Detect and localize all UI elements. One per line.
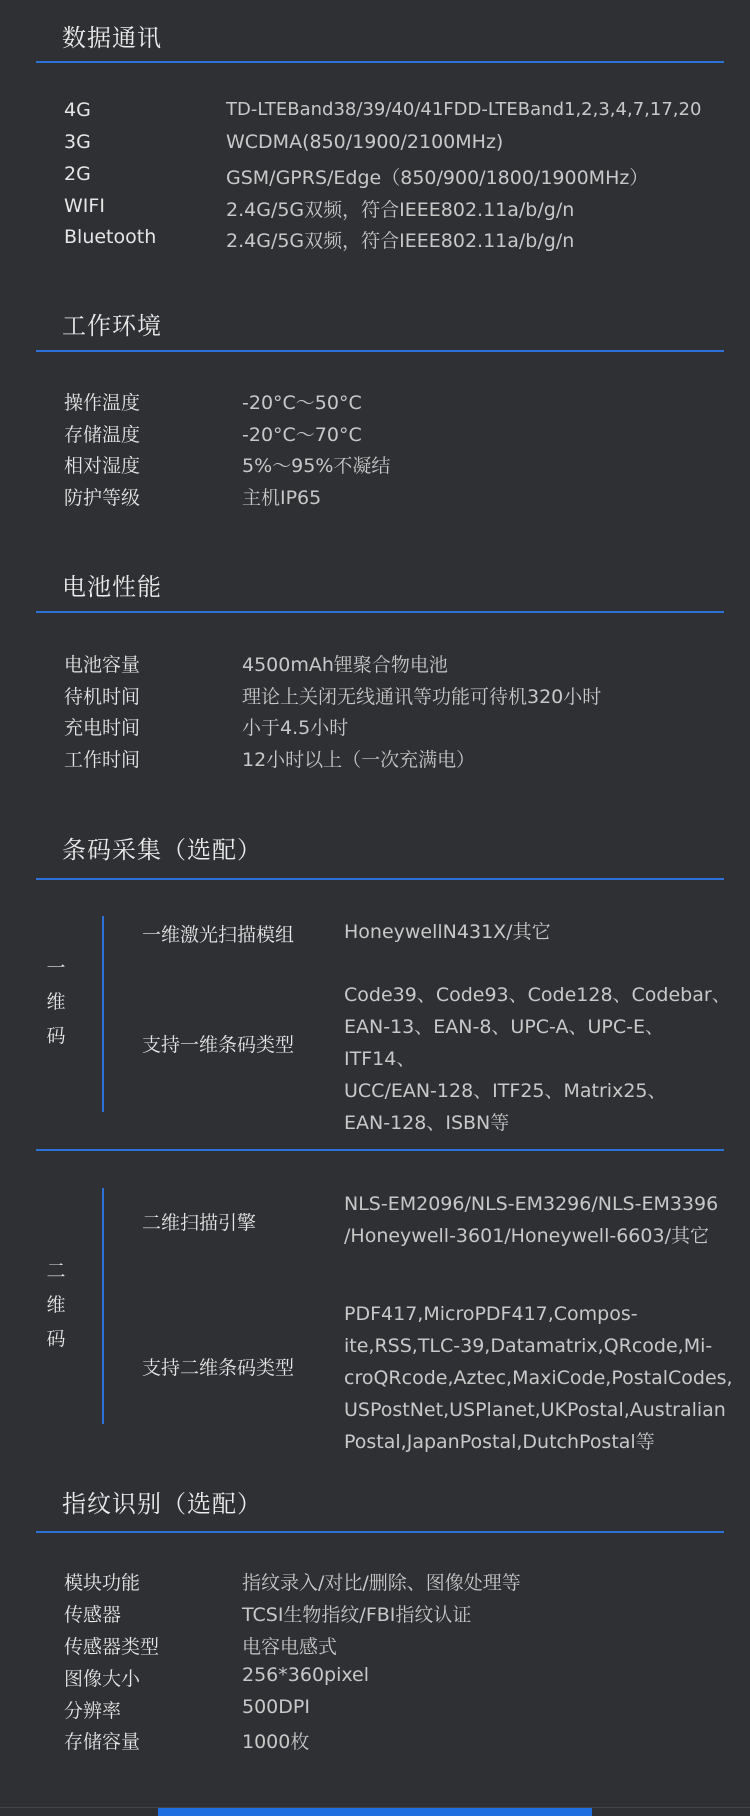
two-d-label: [44, 1254, 68, 1356]
spec-row: [0, 226, 750, 258]
spec-row: [0, 1568, 750, 1600]
spec-row: [0, 745, 750, 777]
section-title-barcode: 条码采集（选配）: [62, 836, 262, 864]
spec-key: 4G: [64, 99, 91, 121]
spec-key: 工作时间: [64, 749, 141, 771]
two-d-engine-line: /Honeywell-3601/Honeywell-6603/其它: [344, 1225, 709, 1247]
section-divider: [36, 61, 724, 63]
spec-value: 电容电感式: [242, 1636, 338, 1658]
one-d-types-line: Code39、Code93、Code128、Codebar、: [344, 984, 731, 1006]
section-divider: [36, 1531, 724, 1533]
spec-value: 2.4G/5G双频，符合IEEE802.11a/b/g/n: [226, 230, 575, 252]
spec-row: [0, 483, 750, 515]
spec-value: TCSI生物指纹/FBI指纹认证: [242, 1604, 472, 1626]
one-d-label-char: 一: [46, 957, 66, 979]
spec-row: [0, 195, 750, 227]
section-title-battery: 电池性能: [62, 573, 162, 601]
spec-row: [0, 451, 750, 483]
two-d-types-line: PDF417,MicroPDF417,Compos-: [344, 1303, 638, 1325]
spec-key: 相对湿度: [64, 455, 141, 477]
block-accent-bar: [102, 1188, 104, 1424]
spec-row: [0, 1600, 750, 1632]
spec-value: -20°C～70°C: [242, 424, 362, 446]
spec-row: [0, 1727, 750, 1759]
section-divider: [36, 611, 724, 613]
two-d-engine-line: NLS-EM2096/NLS-EM3296/NLS-EM3396: [344, 1193, 719, 1215]
block-accent-bar: [102, 916, 104, 1112]
spec-key: 充电时间: [64, 717, 141, 739]
spec-key: 模块功能: [64, 1572, 141, 1594]
section-divider: [36, 350, 724, 352]
spec-value: TD-LTEBand38/39/40/41FDD-LTEBand1,2,3,4,7,17,20: [226, 99, 702, 120]
one-d-types-value: [344, 979, 732, 1139]
two-d-label-char: 二: [46, 1260, 66, 1282]
spec-key: 电池容量: [64, 654, 141, 676]
one-d-types-line: UCC/EAN-128、ITF25、Matrix25、: [344, 1080, 667, 1102]
spec-value: WCDMA(850/1900/2100MHz): [226, 131, 504, 153]
section-title-env: 工作环境: [62, 312, 162, 340]
two-d-types-label: 支持二维条码类型: [142, 1357, 295, 1379]
two-d-engine-label: 二维扫描引擎: [142, 1212, 257, 1234]
spec-value: 指纹录入/对比/删除、图像处理等: [242, 1572, 521, 1594]
spec-row: [0, 420, 750, 452]
spec-row: [0, 99, 750, 131]
spec-value: 500DPI: [242, 1696, 310, 1718]
spec-row: [0, 682, 750, 714]
one-d-engine-text: HoneywellN431X/其它: [344, 921, 551, 943]
spec-value: 小于4.5小时: [242, 717, 349, 739]
section-divider: [36, 878, 724, 880]
one-d-engine-label: 一维激光扫描模组: [142, 924, 295, 946]
block-divider: [36, 1149, 724, 1151]
one-d-types-line: EAN-128、ISBN等: [344, 1112, 510, 1134]
spec-key: 2G: [64, 163, 91, 185]
spec-key: 传感器: [64, 1604, 122, 1626]
spec-key: 图像大小: [64, 1668, 141, 1690]
spec-row: [0, 1664, 750, 1696]
spec-value: 12小时以上（一次充满电）: [242, 749, 476, 771]
one-d-types-label: 支持一维条码类型: [142, 1034, 295, 1056]
spec-key: 存储容量: [64, 1731, 141, 1753]
spec-key: WIFI: [64, 195, 105, 217]
two-d-label-char: 码: [46, 1328, 66, 1350]
spec-key: 分辨率: [64, 1700, 122, 1722]
one-d-label-char: 码: [46, 1025, 66, 1047]
one-d-types-line: EAN-13、EAN-8、UPC-A、UPC-E、ITF14、: [344, 1016, 664, 1070]
spec-row: [0, 388, 750, 420]
spec-value: 5%～95%不凝结: [242, 455, 391, 477]
spec-value: 256*360pixel: [242, 1664, 369, 1686]
spec-value: -20°C～50°C: [242, 392, 362, 414]
spec-key: 存储温度: [64, 424, 141, 446]
two-d-label-char: 维: [46, 1294, 66, 1316]
spec-key: 防护等级: [64, 487, 141, 509]
one-d-label-char: 维: [46, 991, 66, 1013]
spec-key: 待机时间: [64, 686, 141, 708]
section-title-finger: 指纹识别（选配）: [62, 1490, 262, 1518]
spec-row: [0, 713, 750, 745]
spec-key: 3G: [64, 131, 91, 153]
spec-value: 理论上关闭无线通讯等功能可待机320小时: [242, 686, 602, 708]
one-d-label: [44, 951, 68, 1053]
one-d-engine-value: [344, 916, 732, 948]
page-bottom-accent-bar: [158, 1808, 592, 1816]
two-d-types-value: [344, 1298, 732, 1458]
spec-row: [0, 650, 750, 682]
spec-row: [0, 163, 750, 195]
two-d-engine-value: [344, 1188, 732, 1252]
spec-value: 1000枚: [242, 1731, 310, 1753]
section-title-comm: 数据通讯: [62, 24, 162, 52]
spec-value: 4500mAh锂聚合物电池: [242, 654, 448, 676]
spec-row: [0, 131, 750, 163]
spec-key: 传感器类型: [64, 1636, 160, 1658]
two-d-types-line: croQRcode,Aztec,MaxiCode,PostalCodes,: [344, 1367, 733, 1389]
spec-value: 主机IP65: [242, 487, 322, 509]
two-d-types-line: ite,RSS,TLC-39,Datamatrix,QRcode,Mi-: [344, 1335, 713, 1357]
spec-row: [0, 1696, 750, 1728]
spec-key: 操作温度: [64, 392, 141, 414]
two-d-types-line: USPostNet,USPlanet,UKPostal,Australian: [344, 1399, 726, 1421]
spec-row: [0, 1632, 750, 1664]
spec-value: 2.4G/5G双频，符合IEEE802.11a/b/g/n: [226, 199, 575, 221]
two-d-types-line: Postal,JapanPostal,DutchPostal等: [344, 1431, 655, 1453]
spec-value: GSM/GPRS/Edge（850/900/1800/1900MHz）: [226, 167, 649, 189]
spec-key: Bluetooth: [64, 226, 157, 248]
